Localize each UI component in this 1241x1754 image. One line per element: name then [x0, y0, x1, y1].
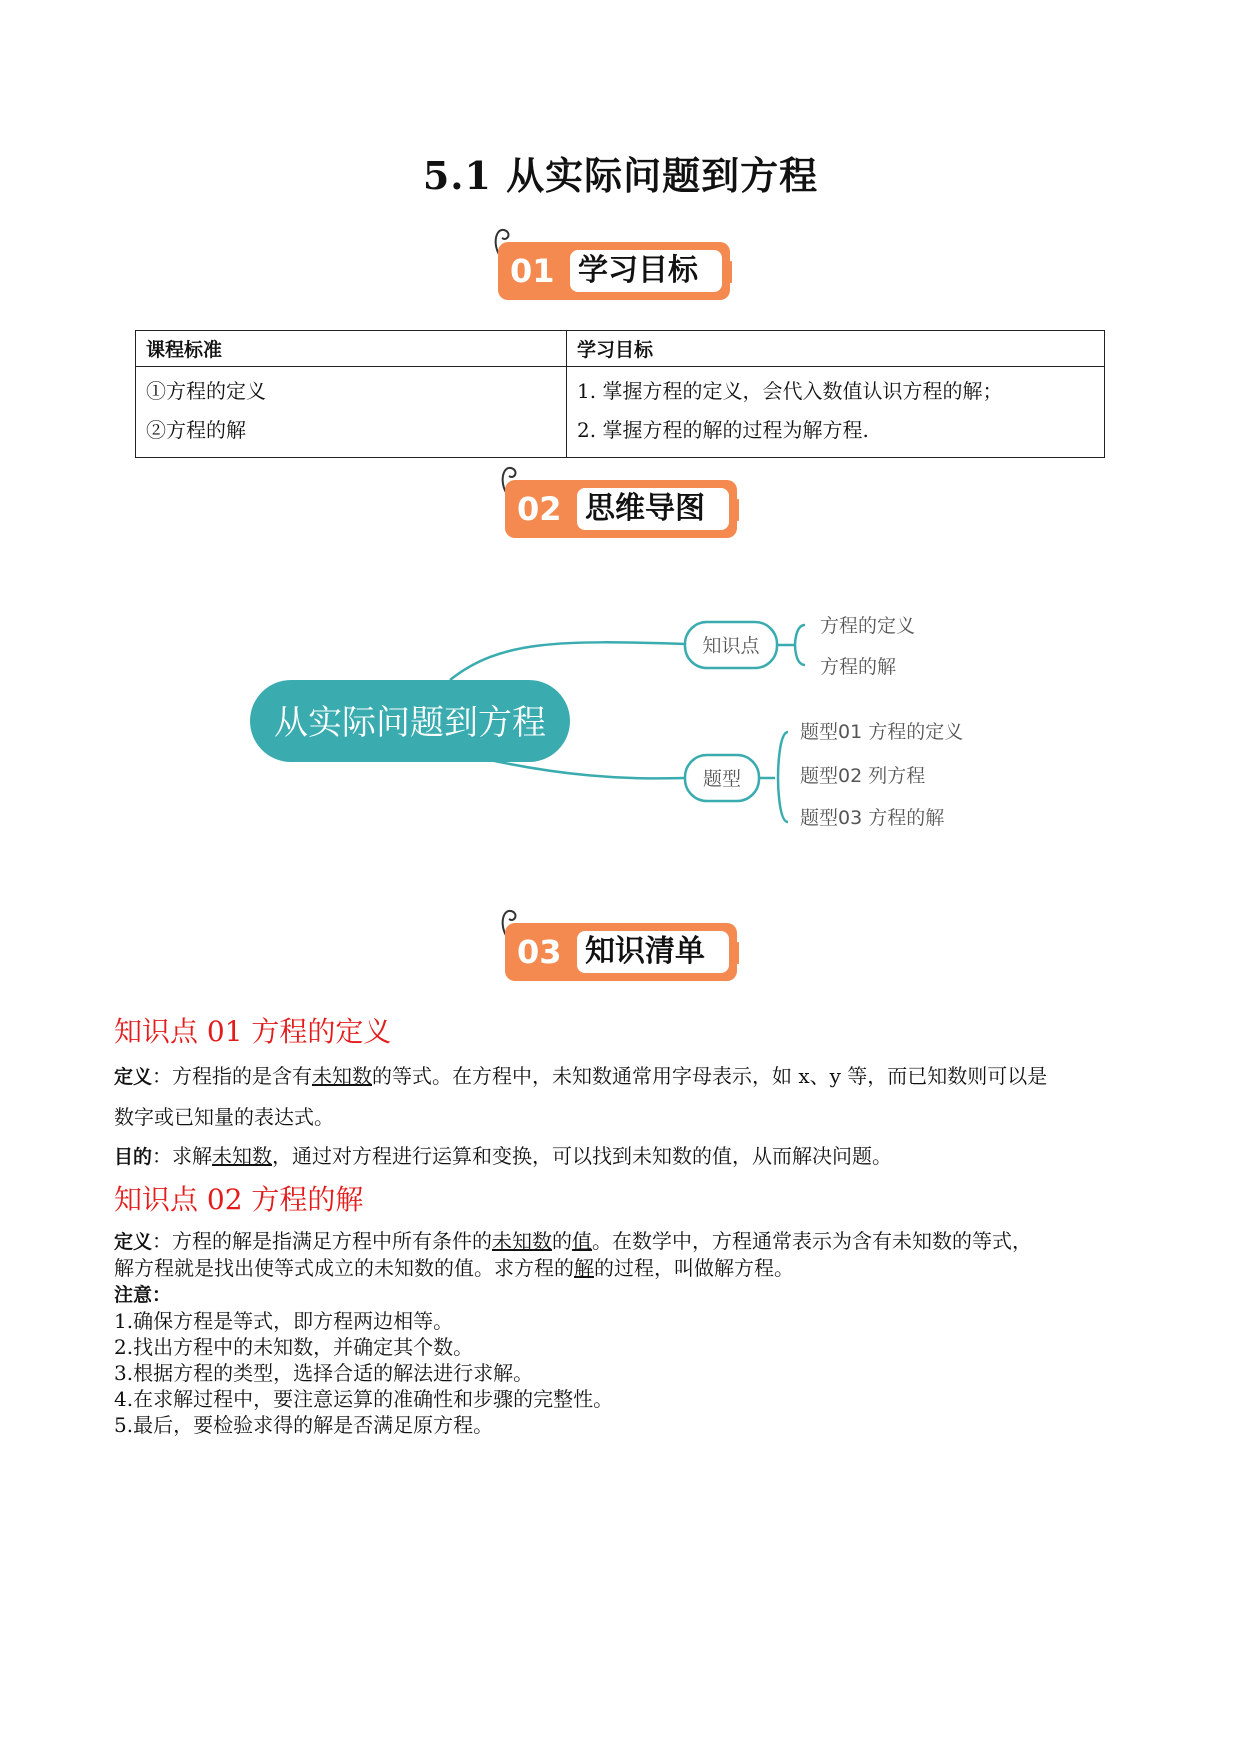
goal-label: 目的 [114, 1146, 153, 1168]
text: 数字或已知量的表达式。 [114, 1105, 334, 1129]
underlined-term: 未知数 [492, 1229, 553, 1253]
mindmap-leaf: 题型02 列方程 [800, 765, 926, 787]
mind-map [240, 600, 1000, 840]
text: ，通过对方程进行运算和变换，可以找到未知数的值，从而解决问题。 [272, 1144, 893, 1168]
kp1-goal [114, 1136, 1124, 1177]
table-cell-line: 2. 掌握方程的解的过程为解方程. [577, 418, 869, 442]
mindmap-leaf: 方程的定义 [820, 615, 916, 637]
definition-label: 定义 [114, 1231, 153, 1253]
mindmap-branch-label: 知识点 [702, 635, 760, 657]
mindmap-center-label: 从实际问题到方程 [274, 703, 546, 743]
underlined-term: 未知数 [212, 1144, 273, 1168]
table-cell [567, 367, 1105, 458]
knowledge-point-heading: 知识点 02 方程的解 [114, 1183, 364, 1216]
mindmap-leaf: 题型01 方程的定义 [800, 721, 964, 743]
underlined-term: 值 [572, 1229, 593, 1253]
note-item: 5.最后，要检验求得的解是否满足原方程。 [114, 1413, 494, 1437]
section-label: 思维导图 [577, 488, 729, 530]
text: ：方程的解是指满足方程中所有条件的 [152, 1229, 493, 1253]
goals-table [135, 330, 1105, 458]
section-number: 03 [517, 933, 562, 971]
mindmap-leaf: 题型03 方程的解 [800, 807, 945, 829]
note-item: 2.找出方程中的未知数，并确定其个数。 [114, 1335, 474, 1359]
note-label: 注意： [114, 1284, 172, 1306]
underlined-term: 未知数 [312, 1064, 373, 1088]
section-number: 01 [510, 252, 555, 290]
table-cell [136, 367, 567, 458]
table-cell-line: ①方程的定义 [146, 379, 266, 403]
note-item: 4.在求解过程中，要注意运算的准确性和步骤的完整性。 [114, 1387, 614, 1411]
mindmap-branch-label: 题型 [702, 768, 742, 790]
kp1-definition [114, 1056, 1124, 1137]
underlined-term: 解 [574, 1256, 594, 1280]
page-title: 5.1 从实际问题到方程 [422, 153, 819, 198]
section-number: 02 [517, 490, 562, 528]
text: 的等式。在方程中，未知数通常用字母表示，如 x、y 等，而已知数则可以是 [372, 1064, 1048, 1088]
definition-label: 定义 [114, 1066, 153, 1088]
text: 。在数学中，方程通常表示为含有未知数的等式， [592, 1229, 1033, 1253]
knowledge-point-heading: 知识点 01 方程的定义 [114, 1015, 392, 1048]
section-badge-goals [498, 222, 738, 302]
note-item: 1.确保方程是等式，即方程两边相等。 [114, 1309, 454, 1333]
text: 解方程就是找出使等式成立的未知数的值。求方程的 [114, 1256, 574, 1280]
text: ：求解 [152, 1144, 213, 1168]
text: 的 [552, 1229, 573, 1253]
note-item: 3.根据方程的类型，选择合适的解法进行求解。 [114, 1361, 534, 1385]
section-badge-mindmap [505, 460, 745, 540]
table-cell-line: 1. 掌握方程的定义，会代入数值认识方程的解； [577, 379, 1003, 403]
section-label: 学习目标 [570, 250, 722, 292]
text: 的过程，叫做解方程。 [594, 1256, 794, 1280]
table-cell-line: ②方程的解 [146, 418, 246, 442]
kp2-definition [114, 1228, 1124, 1438]
section-label: 知识清单 [577, 931, 729, 973]
text: ：方程指的是含有 [152, 1064, 313, 1088]
section-badge-knowledge [505, 903, 745, 983]
mindmap-leaf: 方程的解 [820, 656, 897, 678]
table-header: 学习目标 [567, 331, 1105, 367]
table-header: 课程标准 [136, 331, 567, 367]
